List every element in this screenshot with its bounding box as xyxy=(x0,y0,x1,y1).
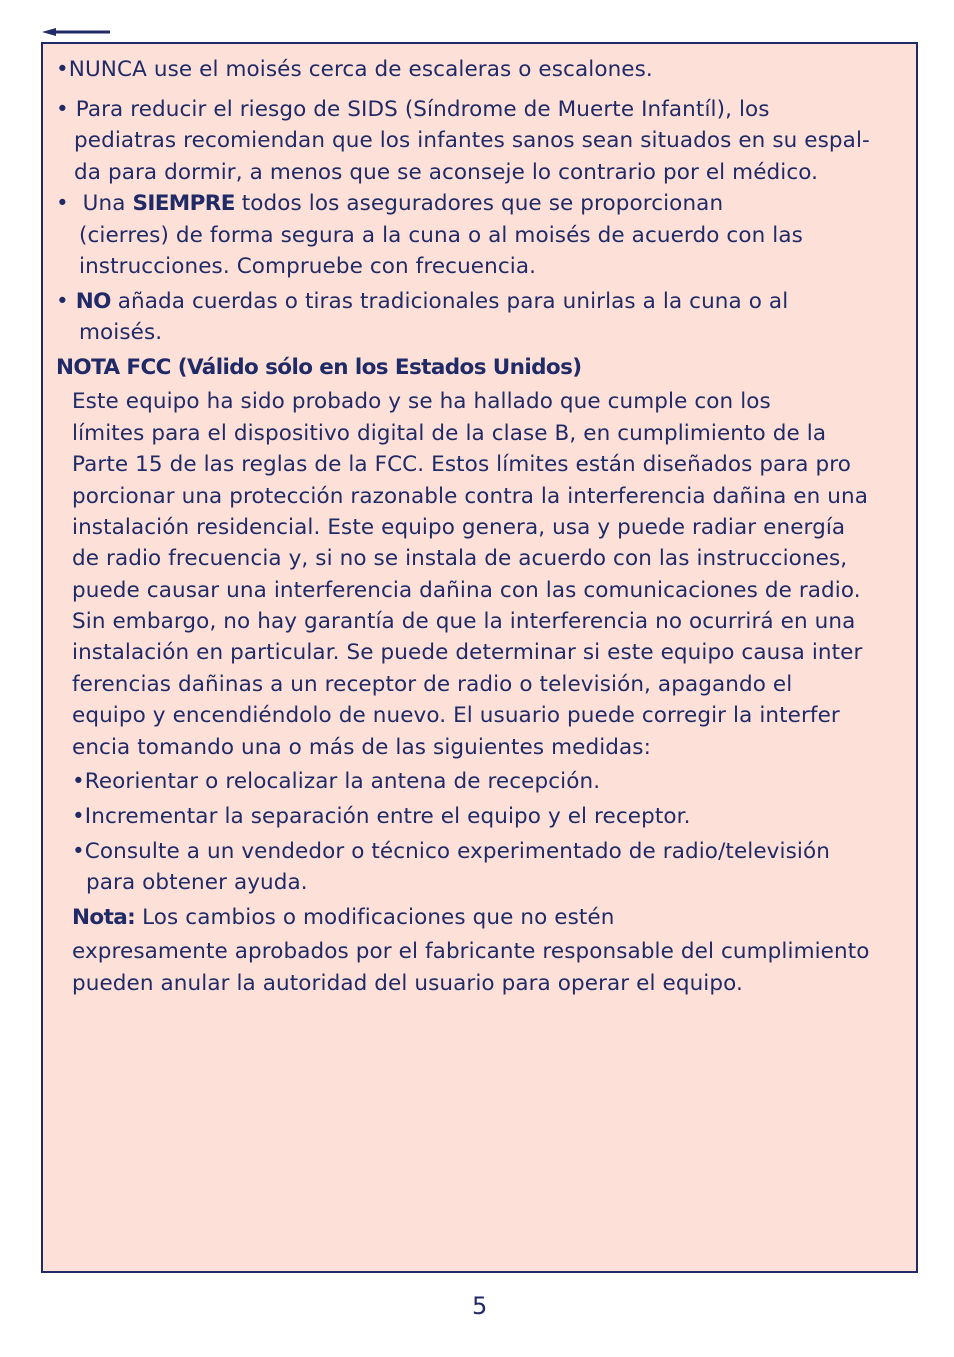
page-number: 5 xyxy=(472,1292,488,1320)
fcc-note-line2: expresamente aprobados por el fabricante responsable del cumplimiento xyxy=(72,939,870,964)
warning-sids-line2: pediatras recomiendan que los infantes sanos sean situados en su espal- xyxy=(74,128,870,153)
fcc-line: Parte 15 de las reglas de la FCC. Estos límites están diseñados para pro xyxy=(72,452,851,477)
fcc-line: puede causar una interferencia dañina con las comunicaciones de radio. xyxy=(72,578,861,603)
emphasis-no: NO xyxy=(75,289,111,314)
fcc-line: instalación residencial. Este equipo genera, usa y puede radiar energía xyxy=(72,515,846,540)
warning-sids-line3: da para dormir, a menos que se aconseje lo contrario por el médico. xyxy=(74,160,819,185)
fcc-line: Sin embargo, no hay garantía de que la interferencia no ocurrirá en una xyxy=(72,609,856,634)
fcc-line: de radio frecuencia y, si no se instala de acuerdo con las instrucciones, xyxy=(72,546,848,571)
fcc-line: porcionar una protección razonable contra la interferencia dañina en una xyxy=(72,484,869,509)
fcc-measure-continued: para obtener ayuda. xyxy=(86,870,308,895)
fcc-heading: NOTA FCC (Válido sólo en los Estados Unidos) xyxy=(56,355,582,380)
warning-strings-line1: • NO añada cuerdas o tiras tradicionales para unirlas a la cuna o al xyxy=(56,289,789,314)
warning-fasteners-line1: • Una SIEMPRE todos los aseguradores que se proporcionan xyxy=(56,191,724,216)
emphasis-siempre: SIEMPRE xyxy=(132,191,235,216)
fcc-line: equipo y encendiéndolo de nuevo. El usuario puede corregir la interfer xyxy=(72,703,840,728)
fcc-line: Este equipo ha sido probado y se ha hallado que cumple con los xyxy=(72,389,771,414)
fcc-measure: •Incrementar la separación entre el equipo y el receptor. xyxy=(72,804,691,829)
fcc-line: ferencias dañinas a un receptor de radio o televisión, apagando el xyxy=(72,672,793,697)
fcc-line: instalación en particular. Se puede determinar si este equipo causa inter xyxy=(72,640,863,665)
fcc-line: límites para el dispositivo digital de la clase B, en cumplimiento de la xyxy=(72,421,827,446)
fcc-line: encia tomando una o más de las siguientes medidas: xyxy=(72,735,651,760)
warning-strings-line2: moisés. xyxy=(79,320,163,345)
warning-stairs: •NUNCA use el moisés cerca de escaleras o escalones. xyxy=(56,57,653,82)
warning-sids-line1: • Para reducir el riesgo de SIDS (Síndrome de Muerte Infantíl), los xyxy=(56,97,770,122)
fcc-measure: •Reorientar o relocalizar la antena de recepción. xyxy=(72,769,601,794)
left-arrow-icon xyxy=(42,27,110,37)
warning-fasteners-line3: instrucciones. Compruebe con frecuencia. xyxy=(79,254,537,279)
fcc-note-line1: Nota: Los cambios o modificaciones que no estén xyxy=(72,905,615,930)
fcc-note-line3: pueden anular la autoridad del usuario para operar el equipo. xyxy=(72,971,743,996)
warning-fasteners-line2: (cierres) de forma segura a la cuna o al moisés de acuerdo con las xyxy=(79,223,803,248)
note-label: Nota: xyxy=(72,905,136,930)
fcc-measure: •Consulte a un vendedor o técnico experimentado de radio/televisión xyxy=(72,839,830,864)
